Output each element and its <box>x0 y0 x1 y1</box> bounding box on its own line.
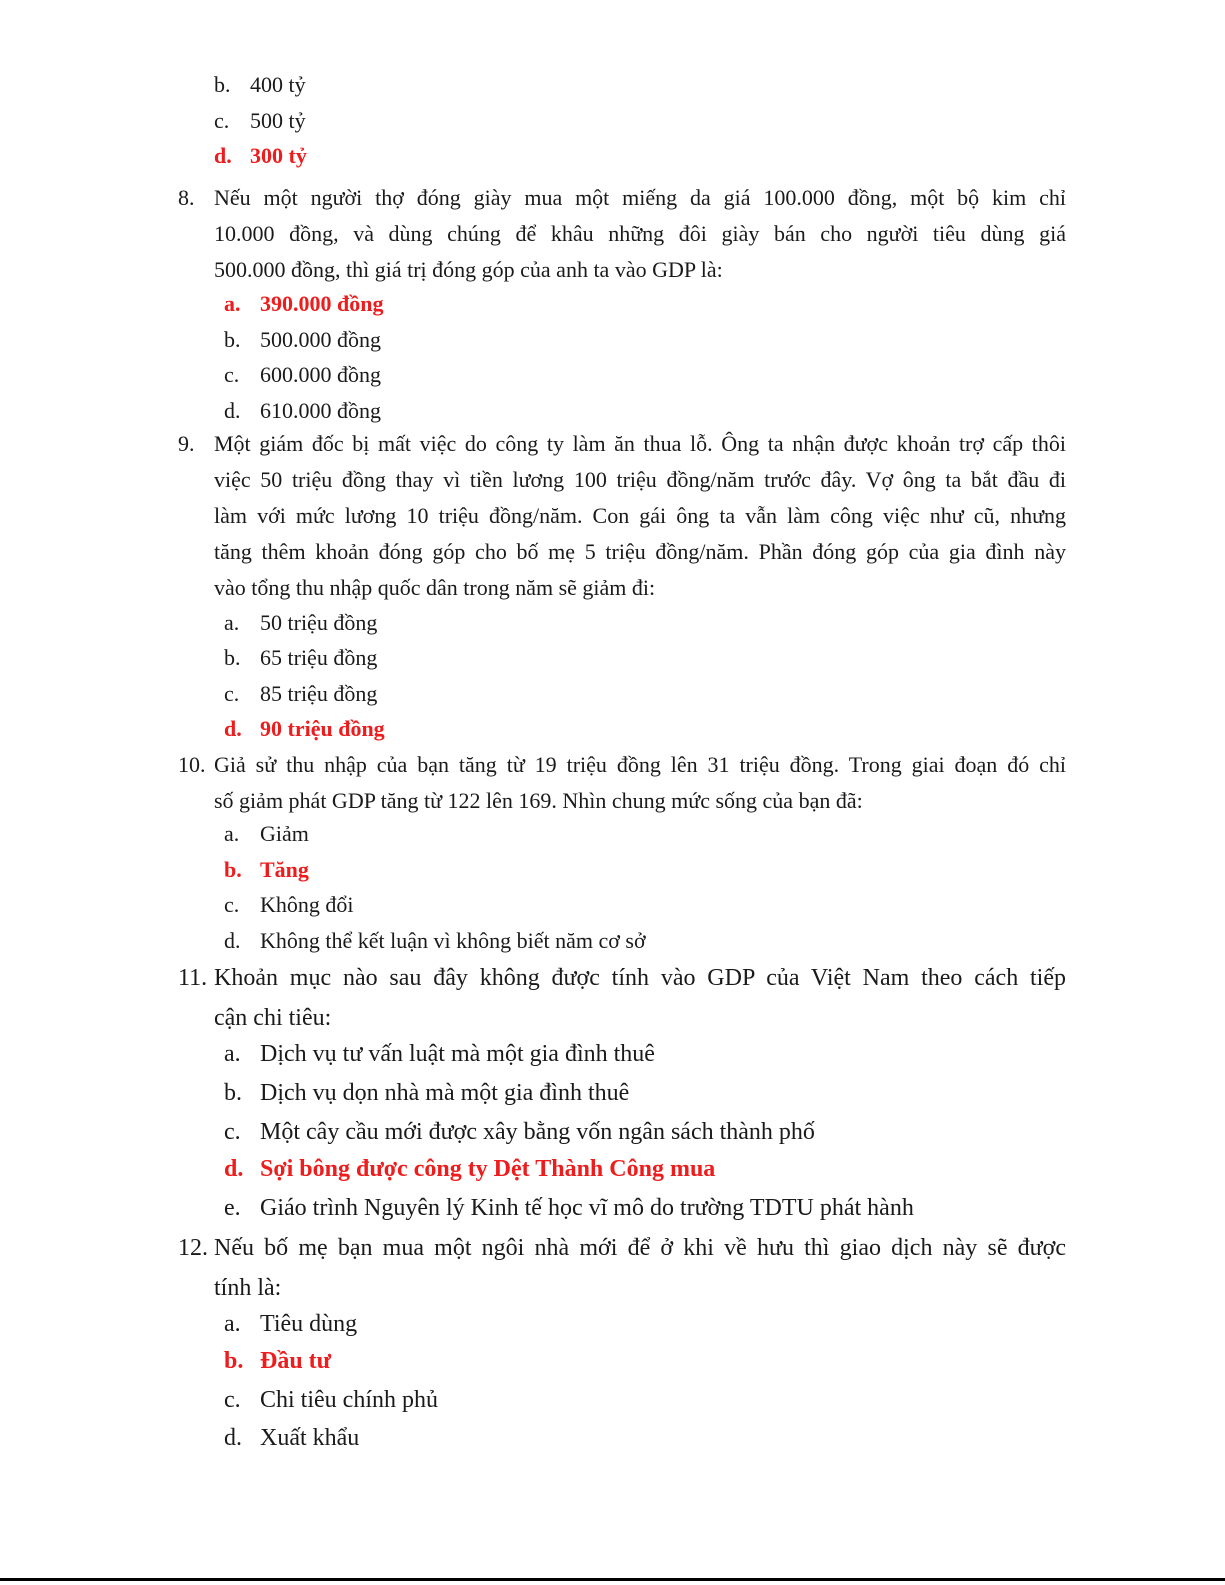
q7-option-d-correct: d. 300 tỷ <box>214 143 307 168</box>
q12-option-d: d. Xuất khẩu <box>224 1425 360 1451</box>
q9-option-b: b. 65 triệu đồng <box>224 645 378 670</box>
q11-option-e: e. Giáo trình Nguyên lý Kinh tế học vĩ mô do trường TDTU phát hành <box>224 1195 914 1221</box>
question-text-line: cận chi tiêu: <box>214 1005 332 1031</box>
question-text-line: Một giám đốc bị mất việc do công ty làm ăn thua lỗ. Ông ta nhận được khoản trợ cấp thôi <box>214 431 1066 456</box>
q11-option-b: b. Dịch vụ dọn nhà mà một gia đình thuê <box>224 1080 630 1106</box>
question-text-line: việc 50 triệu đồng thay vì tiền lương 100 triệu đồng/năm trước đây. Vợ ông ta bắt đầu đi <box>214 467 1066 492</box>
question-text-line: vào tổng thu nhập quốc dân trong năm sẽ giảm đi: <box>214 575 656 600</box>
question-number: 10. <box>178 752 206 777</box>
q7-option-b: b. 400 tỷ <box>214 72 306 97</box>
q8-option-a-correct: a. 390.000 đồng <box>224 291 384 316</box>
q9-option-a: a. 50 triệu đồng <box>224 610 378 635</box>
question-number: 9. <box>178 431 195 456</box>
question-text-line: Khoản mục nào sau đây không được tính vào GDP của Việt Nam theo cách tiếp <box>214 965 1066 991</box>
question-11 <box>178 958 1066 1038</box>
question-number: 11. <box>178 965 208 991</box>
q9-option-d-correct: d. 90 triệu đồng <box>224 716 385 741</box>
q8-option-c: c. 600.000 đồng <box>224 362 381 387</box>
page-bottom-rule <box>0 1578 1225 1581</box>
q10-option-b-correct: b. Tăng <box>224 857 309 882</box>
question-text-line: số giảm phát GDP tăng từ 122 lên 169. Nhìn chung mức sống của bạn đã: <box>214 788 863 813</box>
question-12 <box>178 1228 1066 1308</box>
q12-option-b-correct: b. Đầu tư <box>224 1348 332 1374</box>
question-text-line: Nếu một người thợ đóng giày mua một miếng da giá 100.000 đồng, một bộ kim chỉ <box>214 185 1066 210</box>
q12-option-a: a. Tiêu dùng <box>224 1311 358 1337</box>
question-10 <box>178 747 1066 819</box>
q11-option-c: c. Một cây cầu mới được xây bằng vốn ngân sách thành phố <box>224 1119 815 1145</box>
question-number: 12. <box>178 1235 208 1261</box>
q12-option-c: c. Chi tiêu chính phủ <box>224 1387 438 1413</box>
question-8 <box>178 180 1066 288</box>
q10-option-a: a. Giảm <box>224 821 309 846</box>
q9-option-c: c. 85 triệu đồng <box>224 681 378 706</box>
q8-option-d: d. 610.000 đồng <box>224 398 381 423</box>
q8-option-b: b. 500.000 đồng <box>224 327 381 352</box>
question-number: 8. <box>178 185 195 210</box>
question-text-line: 500.000 đồng, thì giá trị đóng góp của anh ta vào GDP là: <box>214 257 723 282</box>
question-text-line: tính là: <box>214 1275 282 1301</box>
question-9 <box>178 426 1066 606</box>
question-text-line: 10.000 đồng, và dùng chúng để khâu những đôi giày bán cho người tiêu dùng giá <box>214 221 1066 246</box>
q11-option-d-correct: d. Sợi bông được công ty Dệt Thành Công mua <box>224 1156 716 1182</box>
q7-option-c: c. 500 tỷ <box>214 108 306 133</box>
question-text-line: Giả sử thu nhập của bạn tăng từ 19 triệu đồng lên 31 triệu đồng. Trong giai đoạn đó chỉ <box>214 752 1066 777</box>
question-text-line: Nếu bố mẹ bạn mua một ngôi nhà mới để ở khi về hưu thì giao dịch này sẽ được <box>214 1235 1066 1261</box>
q10-option-d: d. Không thể kết luận vì không biết năm cơ sở <box>224 928 646 953</box>
question-text-line: làm với mức lương 10 triệu đồng/năm. Con gái ông ta vẫn làm công việc như cũ, nhưng <box>214 503 1066 528</box>
q10-option-c: c. Không đổi <box>224 892 354 917</box>
q11-option-a: a. Dịch vụ tư vấn luật mà một gia đình thuê <box>224 1041 655 1067</box>
question-text-line: tăng thêm khoản đóng góp cho bố mẹ 5 triệu đồng/năm. Phần đóng góp của gia đình này <box>214 539 1066 564</box>
